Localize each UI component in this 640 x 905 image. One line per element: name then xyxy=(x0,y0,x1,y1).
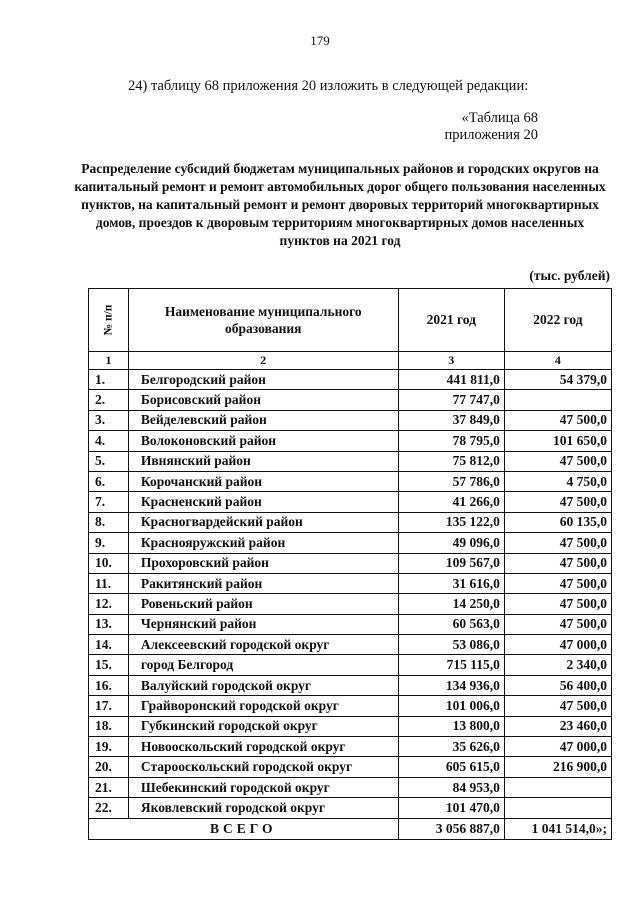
row-name: Чернянский район xyxy=(128,614,398,634)
row-number: 10. xyxy=(89,553,129,573)
total-row xyxy=(89,818,612,839)
row-number: 2. xyxy=(89,390,129,410)
row-name: Красненский район xyxy=(128,492,398,512)
row-2021: 49 096,0 xyxy=(398,533,504,553)
row-number: 7. xyxy=(89,492,129,512)
row-2021: 53 086,0 xyxy=(398,635,504,655)
total-label: ВСЕГО xyxy=(89,818,399,839)
total-2021: 3 056 887,0 xyxy=(398,818,504,839)
total-2022: 1 041 514,0»; xyxy=(504,818,611,839)
intro-text: 24) таблицу 68 приложения 20 изложить в следующей редакции: xyxy=(128,78,529,94)
row-number: 1. xyxy=(89,370,129,390)
table-row xyxy=(89,492,612,512)
row-2021: 134 936,0 xyxy=(398,675,504,695)
row-number: 3. xyxy=(89,410,129,430)
row-2022: 47 500,0 xyxy=(504,492,611,512)
row-2022: 4 750,0 xyxy=(504,471,611,491)
subsidy-table xyxy=(88,288,612,840)
row-number: 16. xyxy=(89,675,129,695)
row-number: 17. xyxy=(89,696,129,716)
row-2022: 60 135,0 xyxy=(504,512,611,532)
column-index-row xyxy=(89,352,612,370)
row-name: Ровеньский район xyxy=(128,594,398,614)
page-number: 179 xyxy=(310,33,330,48)
table-row xyxy=(89,777,612,797)
row-name: Красногвардейский район xyxy=(128,512,398,532)
row-name: Грайворонский городской округ xyxy=(128,696,398,716)
row-2021: 605 615,0 xyxy=(398,757,504,777)
row-number: 8. xyxy=(89,512,129,532)
row-number: 19. xyxy=(89,737,129,757)
row-2021: 35 626,0 xyxy=(398,737,504,757)
row-2022: 2 340,0 xyxy=(504,655,611,675)
row-2021: 715 115,0 xyxy=(398,655,504,675)
column-index: 3 xyxy=(398,352,504,370)
row-2021: 77 747,0 xyxy=(398,390,504,410)
row-number: 22. xyxy=(89,798,129,818)
row-name: Краснояружский район xyxy=(128,533,398,553)
row-2021: 101 006,0 xyxy=(398,696,504,716)
row-name: Губкинский городской округ xyxy=(128,716,398,736)
table-row xyxy=(89,635,612,655)
row-name: Валуйский городской округ xyxy=(128,675,398,695)
table-row xyxy=(89,390,612,410)
column-index: 4 xyxy=(504,352,611,370)
row-number: 21. xyxy=(89,777,129,797)
row-2021: 13 800,0 xyxy=(398,716,504,736)
row-2021: 41 266,0 xyxy=(398,492,504,512)
header-2022: 2022 год xyxy=(504,289,611,352)
row-2022: 47 500,0 xyxy=(504,410,611,430)
table-row xyxy=(89,471,612,491)
row-2021: 75 812,0 xyxy=(398,451,504,471)
row-2022: 56 400,0 xyxy=(504,675,611,695)
header-2021: 2021 год xyxy=(398,289,504,352)
table-header-row xyxy=(89,289,612,352)
table-row xyxy=(89,573,612,593)
units-label: (тыс. рублей) xyxy=(529,268,610,283)
row-2022: 216 900,0 xyxy=(504,757,611,777)
table-caption xyxy=(445,110,538,144)
row-2021: 37 849,0 xyxy=(398,410,504,430)
row-2021: 109 567,0 xyxy=(398,553,504,573)
table-row xyxy=(89,737,612,757)
row-name: Шебекинский городской округ xyxy=(128,777,398,797)
row-number: 5. xyxy=(89,451,129,471)
row-2022: 23 460,0 xyxy=(504,716,611,736)
row-number: 6. xyxy=(89,471,129,491)
table-row xyxy=(89,410,612,430)
row-number: 4. xyxy=(89,431,129,451)
header-number: № п/п xyxy=(89,289,129,352)
row-2022: 47 500,0 xyxy=(504,614,611,634)
row-2021: 14 250,0 xyxy=(398,594,504,614)
row-name: Вейделевский район xyxy=(128,410,398,430)
row-name: Алексеевский городской округ xyxy=(128,635,398,655)
table-row xyxy=(89,370,612,390)
row-2021: 57 786,0 xyxy=(398,471,504,491)
row-2022: 47 500,0 xyxy=(504,533,611,553)
row-2021: 441 811,0 xyxy=(398,370,504,390)
row-2021: 101 470,0 xyxy=(398,798,504,818)
row-number: 14. xyxy=(89,635,129,655)
table-row xyxy=(89,757,612,777)
row-number: 13. xyxy=(89,614,129,634)
caption-line-2: приложения 20 xyxy=(444,127,538,143)
row-2022: 47 500,0 xyxy=(504,451,611,471)
row-2022: 54 379,0 xyxy=(504,370,611,390)
table-row xyxy=(89,512,612,532)
row-2022: 47 500,0 xyxy=(504,594,611,614)
row-name: Яковлевский городской округ xyxy=(128,798,398,818)
row-number: 15. xyxy=(89,655,129,675)
row-number: 9. xyxy=(89,533,129,553)
row-2021: 60 563,0 xyxy=(398,614,504,634)
row-2022: 47 500,0 xyxy=(504,696,611,716)
row-2022 xyxy=(504,798,611,818)
row-name: Новооскольский городской округ xyxy=(128,737,398,757)
row-2021: 84 953,0 xyxy=(398,777,504,797)
table-row xyxy=(89,696,612,716)
table-row xyxy=(89,675,612,695)
row-2022 xyxy=(504,777,611,797)
row-2021: 135 122,0 xyxy=(398,512,504,532)
table-body xyxy=(89,370,612,819)
row-name: Ракитянский район xyxy=(128,573,398,593)
table-row xyxy=(89,614,612,634)
table-row xyxy=(89,431,612,451)
row-2022: 47 000,0 xyxy=(504,635,611,655)
row-name: Белгородский район xyxy=(128,370,398,390)
row-name: Ивнянский район xyxy=(128,451,398,471)
table-row xyxy=(89,533,612,553)
document-title: Распределение субсидий бюджетам муниципальных районов и городских округов на капитальный ремонт и ремонт автомобильных дорог общего пользования населенных пунктов, на капитальный ремонт и ремонт дворовых территорий многоквартирных домов, проездов к дворовым территориям многоквартирных домов населенных пунктов на 2021 год xyxy=(74,161,606,248)
row-name: Прохоровский район xyxy=(128,553,398,573)
row-2022 xyxy=(504,390,611,410)
row-name: Старооскольский городской округ xyxy=(128,757,398,777)
row-2022: 47 500,0 xyxy=(504,553,611,573)
row-name: Борисовский район xyxy=(128,390,398,410)
column-index: 1 xyxy=(89,352,129,370)
row-2022: 47 500,0 xyxy=(504,573,611,593)
row-number: 11. xyxy=(89,573,129,593)
row-2021: 78 795,0 xyxy=(398,431,504,451)
row-name: Волоконовский район xyxy=(128,431,398,451)
row-2022: 101 650,0 xyxy=(504,431,611,451)
caption-line-1: «Таблица 68 xyxy=(461,110,538,126)
column-index: 2 xyxy=(128,352,398,370)
row-number: 20. xyxy=(89,757,129,777)
header-name: Наименование муниципального образования xyxy=(128,289,398,352)
table-row xyxy=(89,655,612,675)
table-row xyxy=(89,594,612,614)
table-row xyxy=(89,451,612,471)
row-number: 18. xyxy=(89,716,129,736)
row-2021: 31 616,0 xyxy=(398,573,504,593)
table-row xyxy=(89,553,612,573)
row-name: город Белгород xyxy=(128,655,398,675)
row-name: Корочанский район xyxy=(128,471,398,491)
table-row xyxy=(89,798,612,818)
table-row xyxy=(89,716,612,736)
row-number: 12. xyxy=(89,594,129,614)
row-2022: 47 000,0 xyxy=(504,737,611,757)
